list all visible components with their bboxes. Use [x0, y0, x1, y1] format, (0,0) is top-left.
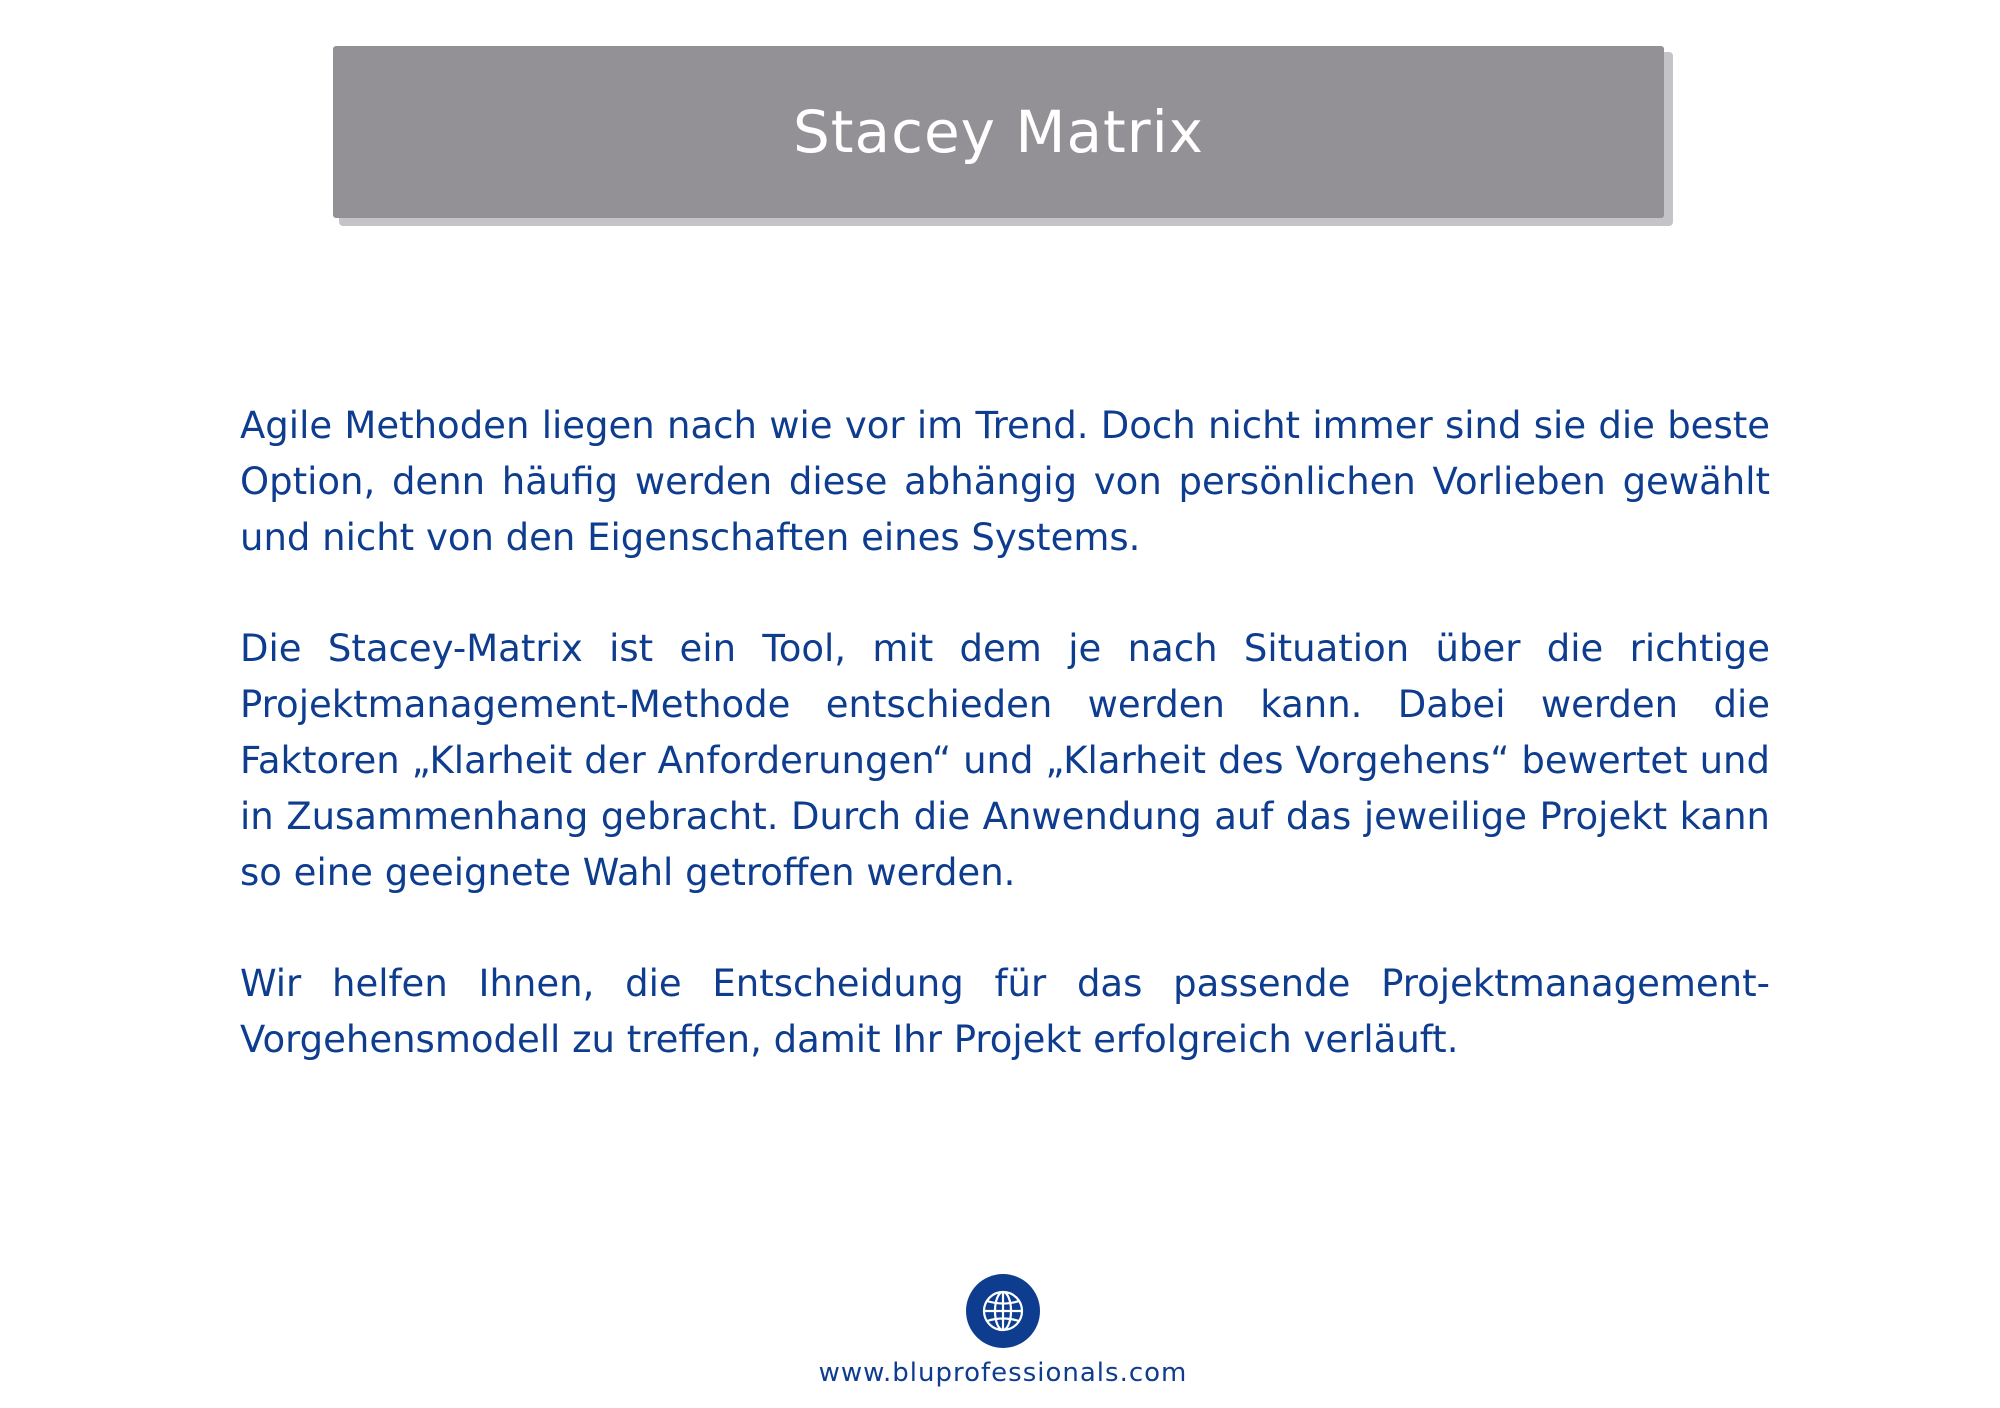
- body-text: [240, 398, 1770, 1123]
- page-title: Stacey Matrix: [792, 98, 1205, 166]
- title-banner: [333, 46, 1664, 218]
- website-link[interactable]: www.bluprofessionals.com: [818, 1358, 1188, 1388]
- globe-icon: [966, 1274, 1040, 1348]
- paragraph-intro: Agile Methoden liegen nach wie vor im Trend. Doch nicht immer sind sie die beste Option, denn häufig werden diese abhängig von persönlichen Vorlieben gewählt und nicht von den Eigenschaften eines Systems.: [240, 404, 1770, 559]
- globe-icon-graphic: [980, 1288, 1026, 1334]
- paragraph-stacey-matrix: Die Stacey-Matrix ist ein Tool, mit dem je nach Situation über die richtige Projektmanagement-Methode entschieden werden kann. Dabei werden die Faktoren „Klarheit der Anforderungen“ und „Klarheit des Vorgehens“ bewertet und in Zusammenhang gebracht. Durch die Anwendung auf das jeweilige Projekt kann so eine geeignete Wahl getroffen werden.: [240, 627, 1770, 894]
- paragraph-offer: Wir helfen Ihnen, die Entscheidung für das passende Projektmanagement-Vorgehensmodell zu treffen, damit Ihr Projekt erfolgreich verläuft.: [240, 962, 1770, 1061]
